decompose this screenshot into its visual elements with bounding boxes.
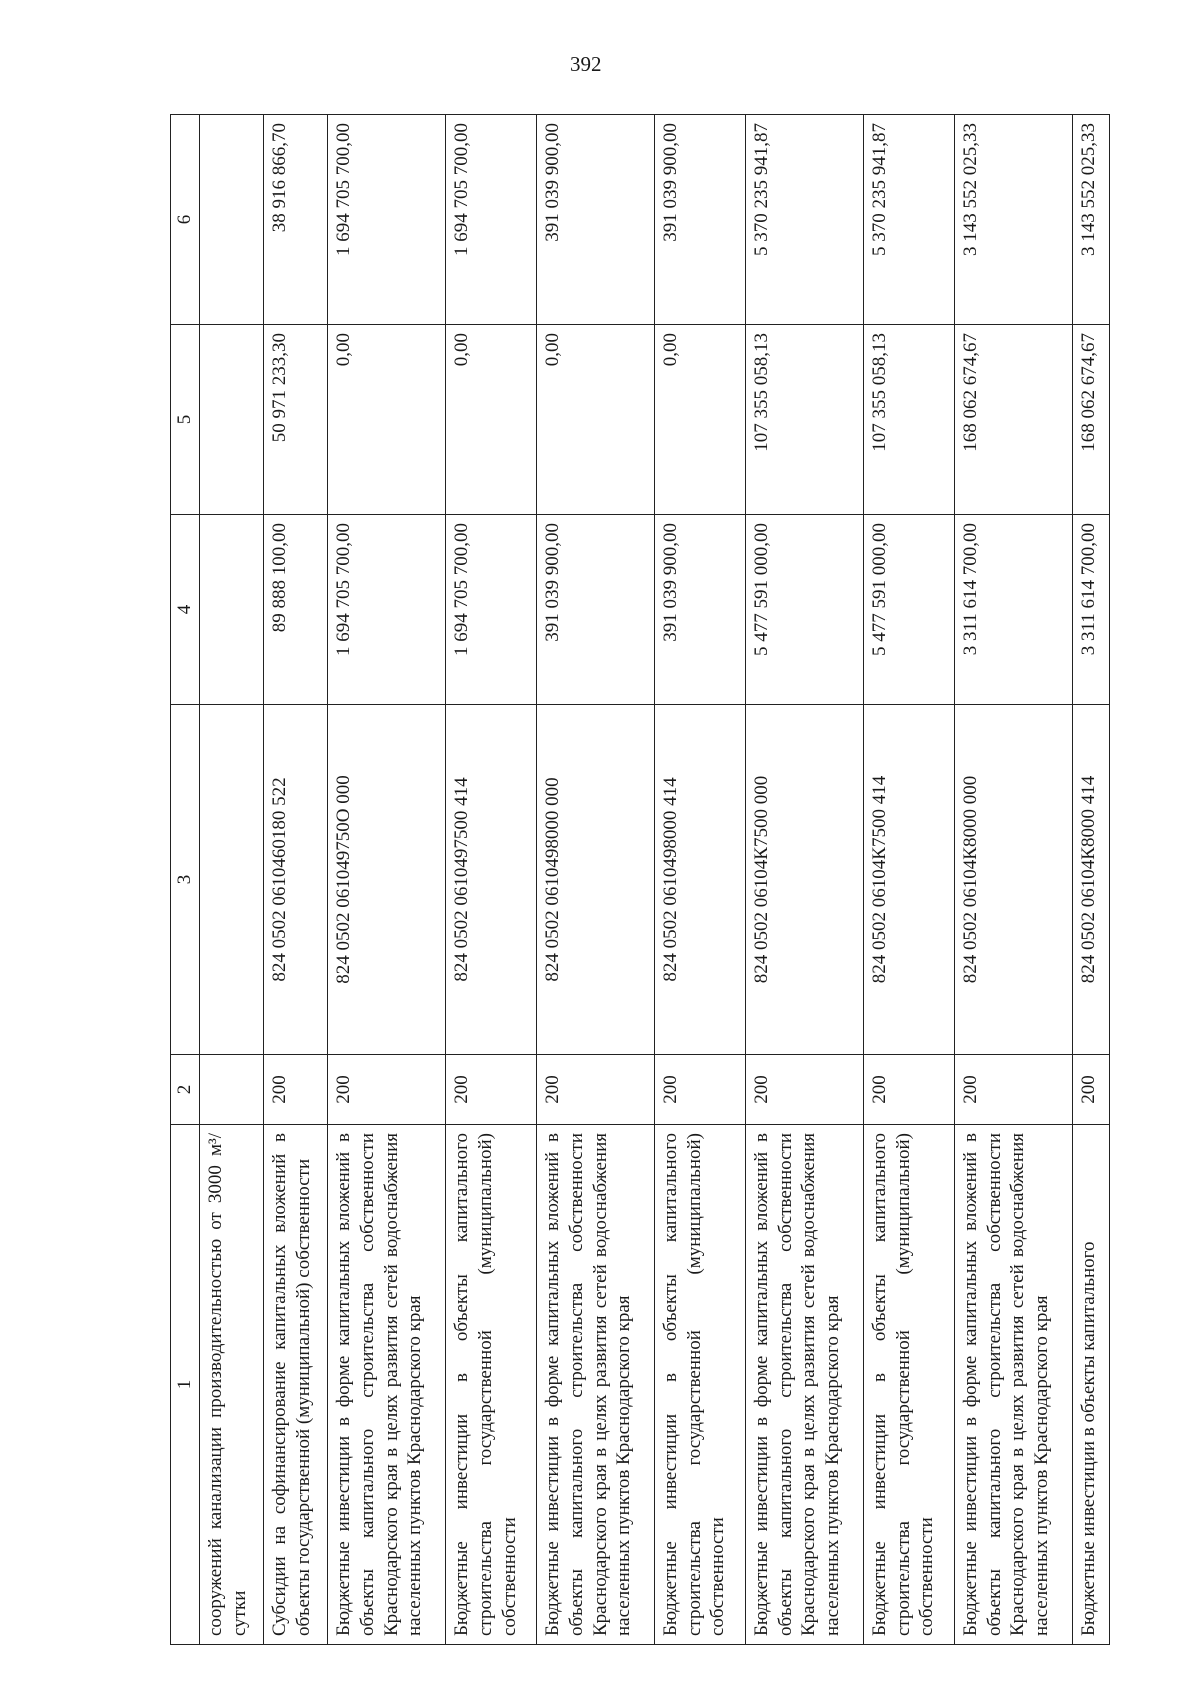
row-classification-code: 824 0502 0610498000 000 xyxy=(537,705,655,1055)
budget-table xyxy=(170,114,1110,1645)
row-description: Бюджетные инвестиции в форме капитальных вложений в объекты капитального строительства собственности Краснодарского края в целях развития сетей водоснабжения населенных пунктов Краснодарского края xyxy=(537,1125,655,1645)
row-code-200: 200 xyxy=(954,1055,1072,1125)
row-code-200: 200 xyxy=(446,1055,537,1125)
table-row xyxy=(954,115,1072,1645)
row-description: Бюджетные инвестиции в объекты капитального строительства государственной (муниципальной) собственности xyxy=(654,1125,745,1645)
table-row xyxy=(264,115,328,1645)
table-row xyxy=(328,115,446,1645)
row-amount-col4: 5 477 591 000,00 xyxy=(745,515,863,705)
column-header: 2 xyxy=(171,1055,200,1125)
row-code-200: 200 xyxy=(654,1055,745,1125)
column-header: 6 xyxy=(171,115,200,325)
row-amount-col4: 5 477 591 000,00 xyxy=(863,515,954,705)
row-amount-col4: 391 039 900,00 xyxy=(654,515,745,705)
row-amount-col5: 50 971 233,30 xyxy=(264,325,328,515)
row-amount-col5: 107 355 058,13 xyxy=(863,325,954,515)
row-description: Бюджетные инвестиции в форме капитальных вложений в объекты капитального строительства собственности Краснодарского края в целях развития сетей водоснабжения населенных пунктов Краснодарского края xyxy=(745,1125,863,1645)
row-code-200: 200 xyxy=(745,1055,863,1125)
table-row xyxy=(654,115,745,1645)
row-amount-col5: 0,00 xyxy=(328,325,446,515)
row-code-200: 200 xyxy=(264,1055,328,1125)
row-amount-col6: 391 039 900,00 xyxy=(537,115,655,325)
row-classification-code: 824 0502 0610497500 414 xyxy=(446,705,537,1055)
row-amount-col4 xyxy=(200,515,264,705)
row-amount-col4: 1 694 705 700,00 xyxy=(446,515,537,705)
row-amount-col4: 1 694 705 700,00 xyxy=(328,515,446,705)
table-row xyxy=(1072,115,1109,1645)
row-amount-col5 xyxy=(200,325,264,515)
page-number: 392 xyxy=(570,52,602,76)
row-classification-code xyxy=(200,705,264,1055)
row-amount-col6: 5 370 235 941,87 xyxy=(863,115,954,325)
row-amount-col4: 89 888 100,00 xyxy=(264,515,328,705)
row-amount-col6 xyxy=(200,115,264,325)
table-row xyxy=(200,115,264,1645)
table-row xyxy=(446,115,537,1645)
row-amount-col5: 0,00 xyxy=(654,325,745,515)
row-description: Субсидии на софинансирование капитальных вложений в объекты государственной (муниципальной) собственности xyxy=(264,1125,328,1645)
row-amount-col6: 3 143 552 025,33 xyxy=(1072,115,1109,325)
row-description: Бюджетные инвестиции в объекты капитального строительства государственной (муниципальной) собственности xyxy=(446,1125,537,1645)
row-amount-col6: 3 143 552 025,33 xyxy=(954,115,1072,325)
row-classification-code: 824 0502 0610498000 414 xyxy=(654,705,745,1055)
row-code-200 xyxy=(200,1055,264,1125)
rotated-table-wrapper xyxy=(170,115,1110,1645)
row-description: Бюджетные инвестиции в объекты капитального строительства государственной (муниципальной) собственности xyxy=(863,1125,954,1645)
table-row xyxy=(745,115,863,1645)
row-classification-code: 824 0502 06104К8000 000 xyxy=(954,705,1072,1055)
row-amount-col5: 0,00 xyxy=(446,325,537,515)
row-classification-code: 824 0502 06104К7500 414 xyxy=(863,705,954,1055)
table-row xyxy=(863,115,954,1645)
column-number-row xyxy=(171,115,200,1645)
column-header: 5 xyxy=(171,325,200,515)
row-code-200: 200 xyxy=(1072,1055,1109,1125)
column-header: 1 xyxy=(171,1125,200,1645)
table-row xyxy=(537,115,655,1645)
row-description: Бюджетные инвестиции в форме капитальных вложений в объекты капитального строительства собственности Краснодарского края в целях развития сетей водоснабжения населенных пунктов Краснодарского края xyxy=(954,1125,1072,1645)
row-code-200: 200 xyxy=(537,1055,655,1125)
row-amount-col5: 168 062 674,67 xyxy=(1072,325,1109,515)
row-amount-col4: 3 311 614 700,00 xyxy=(1072,515,1109,705)
column-header: 3 xyxy=(171,705,200,1055)
column-header: 4 xyxy=(171,515,200,705)
row-amount-col4: 3 311 614 700,00 xyxy=(954,515,1072,705)
row-code-200: 200 xyxy=(863,1055,954,1125)
row-amount-col5: 107 355 058,13 xyxy=(745,325,863,515)
row-classification-code: 824 0502 061049750О 000 xyxy=(328,705,446,1055)
row-amount-col6: 391 039 900,00 xyxy=(654,115,745,325)
row-amount-col5: 0,00 xyxy=(537,325,655,515)
row-code-200: 200 xyxy=(328,1055,446,1125)
row-amount-col6: 5 370 235 941,87 xyxy=(745,115,863,325)
row-amount-col4: 391 039 900,00 xyxy=(537,515,655,705)
row-classification-code: 824 0502 06104К7500 000 xyxy=(745,705,863,1055)
row-description: Бюджетные инвестиции в форме капитальных вложений в объекты капитального строительства собственности Краснодарского края в целях развития сетей водоснабжения населенных пунктов Краснодарского края xyxy=(328,1125,446,1645)
row-amount-col6: 1 694 705 700,00 xyxy=(446,115,537,325)
row-classification-code: 824 0502 0610460180 522 xyxy=(264,705,328,1055)
row-amount-col5: 168 062 674,67 xyxy=(954,325,1072,515)
row-description: сооружений канализации производительностью от 3000 м³/сутки xyxy=(200,1125,264,1645)
row-amount-col6: 1 694 705 700,00 xyxy=(328,115,446,325)
row-amount-col6: 38 916 866,70 xyxy=(264,115,328,325)
row-classification-code: 824 0502 06104К8000 414 xyxy=(1072,705,1109,1055)
row-description: Бюджетные инвестиции в объекты капитального xyxy=(1072,1125,1109,1645)
